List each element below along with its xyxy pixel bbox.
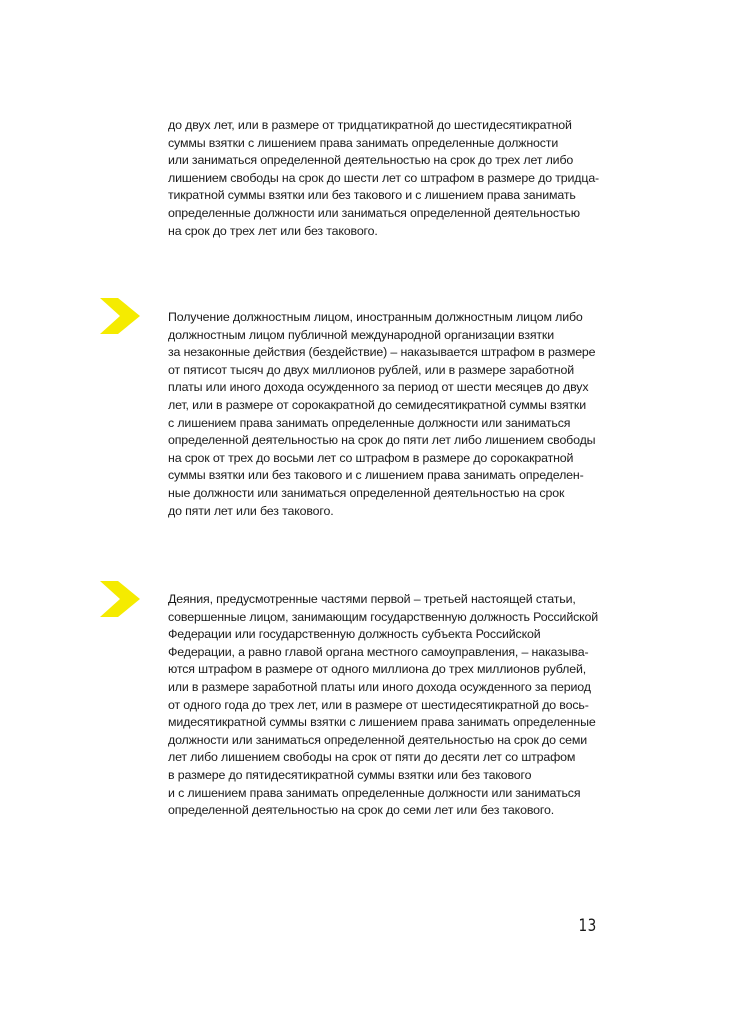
- text-line: мидесятикратной суммы взятки с лишением права занимать определенные: [168, 715, 596, 730]
- text-line: или заниматься определенной деятельностью на срок до трех лет либо: [168, 153, 574, 168]
- text-line: лет, или в размере от сорокакратной до семидесятикратной суммы взятки: [168, 397, 586, 412]
- text-line: тикратной суммы взятки или без такового и с лишением права занимать: [168, 188, 576, 203]
- text-line: или в размере заработной платы или иного дохода осужденного за период: [168, 679, 591, 694]
- paragraph-continuation: [168, 117, 608, 240]
- text-line: Федерации или государственную должность субъекта Российской: [168, 627, 541, 642]
- text-line: Федерации, а равно главой органа местного самоуправления, – наказыва-: [168, 644, 589, 659]
- page-number: 13: [578, 916, 597, 936]
- text-line: ные должности или заниматься определенной деятельностью на срок: [168, 485, 565, 500]
- text-line: лет либо лишением свободы на срок от пяти до десяти лет со штрафом: [168, 750, 576, 765]
- paragraph-state-officials: [168, 591, 608, 820]
- chevron-right-icon: [98, 294, 142, 338]
- text-line: и с лишением права занимать определенные должности или заниматься: [168, 785, 581, 800]
- text-line: за незаконные действия (бездействие) – наказывается штрафом в размере: [168, 345, 596, 360]
- chevron-shape: [100, 298, 140, 334]
- text-line: определенные должности или заниматься определенной деятельностью: [168, 205, 580, 220]
- text-line: на срок до трех лет или без такового.: [168, 223, 378, 238]
- text-line: Получение должностным лицом, иностранным должностным лицом либо: [168, 310, 583, 324]
- text-line: лишением свободы на срок до шести лет со штрафом в размере до тридца-: [168, 170, 600, 185]
- text-line: в размере до пятидесятикратной суммы взятки или без такового: [168, 767, 532, 782]
- text-line: до двух лет, или в размере от тридцатикратной до шестидесятикратной: [168, 118, 572, 132]
- text-line: совершенные лицом, занимающим государственную должность Российской: [168, 609, 599, 624]
- text-line: платы или иного дохода осужденного за период от шести месяцев до двух: [168, 380, 589, 395]
- text-line: на срок от трех до восьми лет со штрафом в размере до сорокакратной: [168, 450, 574, 465]
- text-line: от одного года до трех лет, или в размере от шестидесятикратной до вось-: [168, 697, 589, 712]
- chevron-right-icon: [98, 577, 142, 621]
- text-line: определенной деятельностью на срок до семи лет или без такового.: [168, 803, 554, 818]
- chevron-shape: [100, 581, 140, 617]
- text-line: суммы взятки с лишением права занимать определенные должности: [168, 135, 559, 150]
- text-line: должностным лицом публичной международной организации взятки: [168, 327, 554, 342]
- text-line: суммы взятки или без такового и с лишением права занимать определен-: [168, 468, 584, 483]
- paragraph-bribe-receipt: [168, 309, 608, 520]
- text-line: до пяти лет или без такового.: [168, 503, 334, 518]
- text-line: ются штрафом в размере от одного миллиона до трех миллионов рублей,: [168, 662, 587, 677]
- text-line: должности или заниматься определенной деятельностью на срок до семи: [168, 732, 588, 747]
- text-line: от пятисот тысяч до двух миллионов рублей, или в размере заработной: [168, 362, 575, 377]
- text-line: с лишением права занимать определенные должности или заниматься: [168, 415, 571, 430]
- text-line: Деяния, предусмотренные частями первой – третьей настоящей статьи,: [168, 592, 576, 606]
- text-line: определенной деятельностью на срок до пяти лет либо лишением свободы: [168, 433, 596, 448]
